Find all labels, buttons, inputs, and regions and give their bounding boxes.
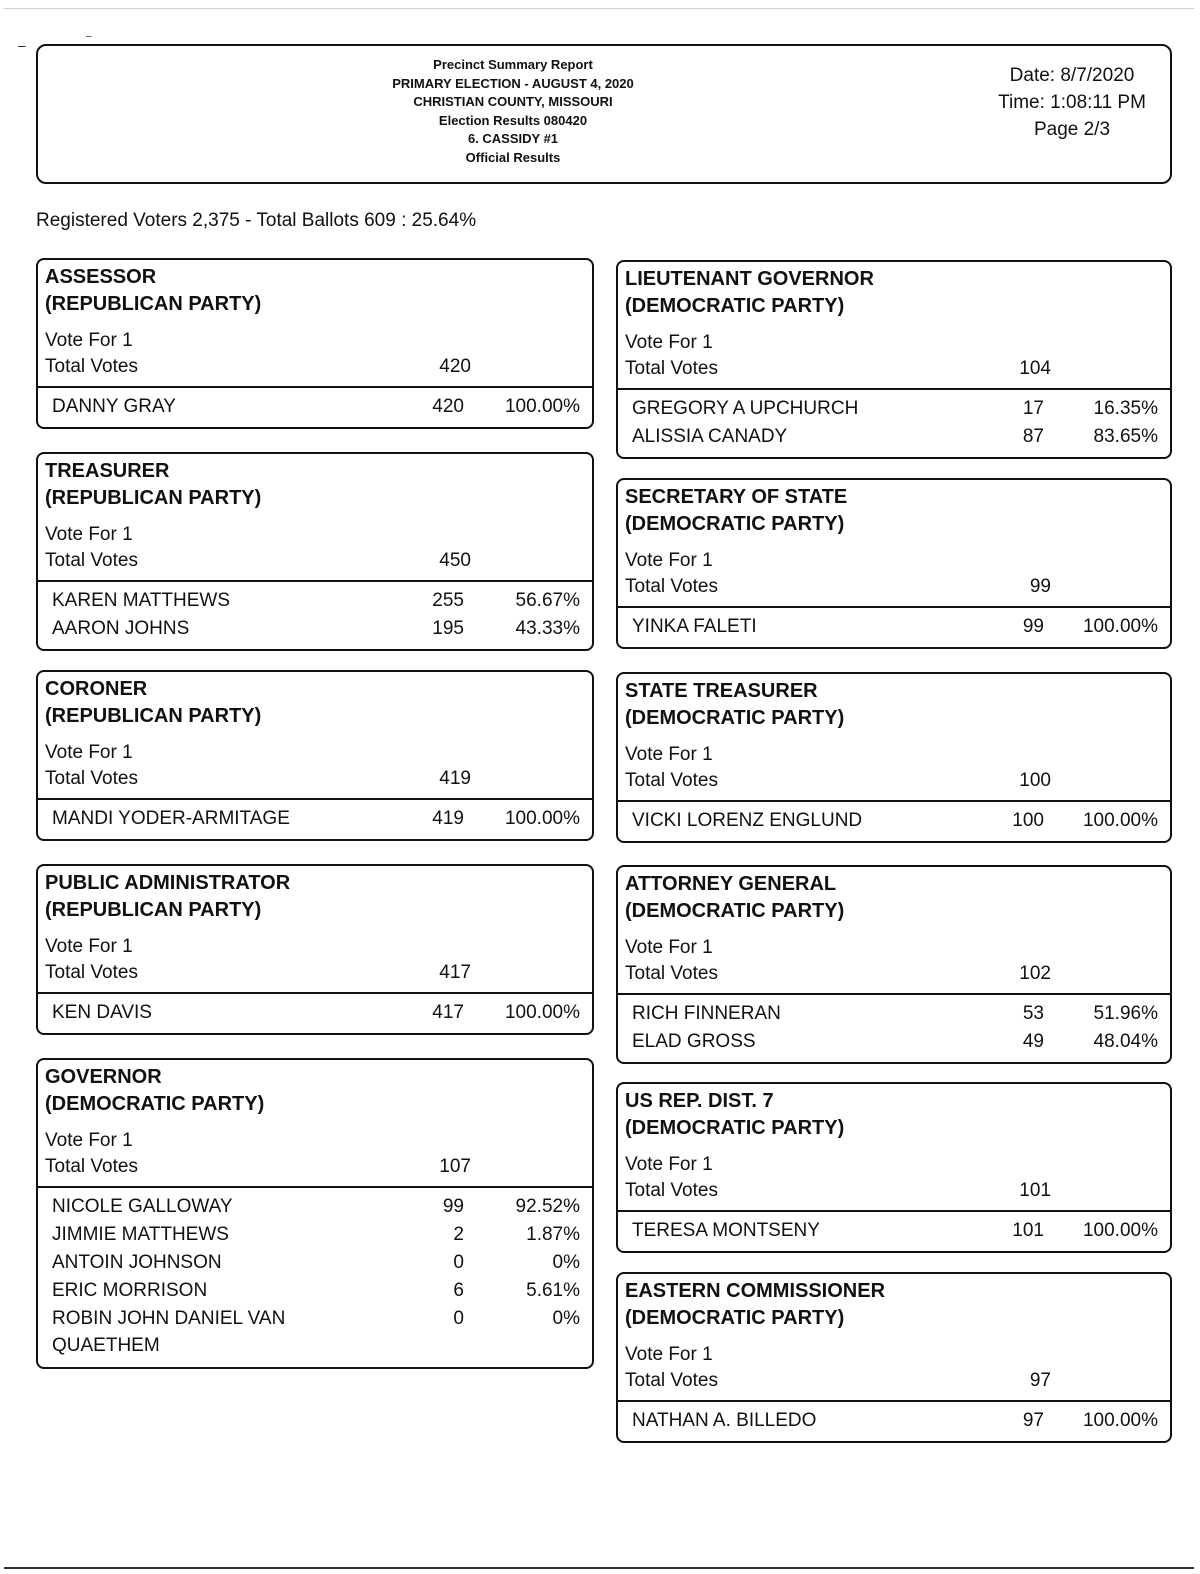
- total-votes-value: 107: [439, 1156, 471, 1177]
- total-votes-label: Total Votes: [625, 963, 718, 984]
- contest-party: (DEMOCRATIC PARTY): [625, 513, 845, 535]
- contest-party: (REPUBLICAN PARTY): [45, 293, 262, 315]
- candidate-row: [38, 1249, 592, 1277]
- vote-for-label: Vote For 1: [45, 524, 133, 545]
- contest-header: [618, 867, 1170, 987]
- results-status: Official Results: [465, 149, 561, 165]
- candidate-votes: 419: [432, 808, 464, 829]
- candidate-votes: 49: [1022, 1031, 1044, 1052]
- total-votes-value: 450: [439, 550, 471, 571]
- contest-title: LIEUTENANT GOVERNOR: [625, 268, 874, 290]
- contest-title: STATE TREASURER: [625, 680, 818, 702]
- total-votes-value: 419: [439, 768, 471, 789]
- candidate-percent: 0%: [552, 1252, 580, 1273]
- candidate-name: AARON JOHNS: [52, 618, 190, 639]
- candidate-votes: 417: [432, 1002, 464, 1023]
- contest-box: [616, 260, 1172, 459]
- candidate-percent: 56.67%: [515, 590, 580, 611]
- report-header: [36, 44, 1172, 184]
- candidate-row: [618, 1000, 1170, 1028]
- contest-party: (REPUBLICAN PARTY): [45, 705, 262, 727]
- total-votes-label: Total Votes: [625, 358, 718, 379]
- candidate-row: [38, 587, 592, 615]
- candidate-row: [618, 1407, 1170, 1435]
- total-votes-label: Total Votes: [45, 550, 138, 571]
- candidate-list: [618, 802, 1170, 841]
- candidate-name: YINKA FALETI: [632, 616, 757, 637]
- candidate-votes: 255: [432, 590, 464, 611]
- candidate-name: VICKI LORENZ ENGLUND: [632, 810, 863, 831]
- candidate-list: [38, 994, 592, 1033]
- candidate-percent: 0%: [552, 1308, 580, 1329]
- candidate-name: DANNY GRAY: [52, 396, 176, 417]
- candidate-name: ELAD GROSS: [632, 1031, 756, 1052]
- vote-for-label: Vote For 1: [45, 742, 133, 763]
- candidate-name: KEN DAVIS: [52, 1002, 152, 1023]
- vote-for-label: Vote For 1: [625, 332, 713, 353]
- candidate-percent: 1.87%: [526, 1224, 580, 1245]
- candidate-percent: 5.61%: [526, 1280, 580, 1301]
- candidate-name: RICH FINNERAN: [632, 1003, 781, 1024]
- precinct-name: 6. CASSIDY #1: [467, 131, 559, 146]
- report-title: Precinct Summary Report: [433, 57, 593, 72]
- contest-header: [38, 454, 592, 574]
- total-votes-label: Total Votes: [45, 356, 138, 377]
- total-votes-row: [45, 548, 592, 574]
- candidate-list: [618, 1212, 1170, 1251]
- total-votes-value: 97: [1029, 1370, 1051, 1391]
- candidate-percent: 48.04%: [1093, 1031, 1158, 1052]
- contest-header: [618, 674, 1170, 794]
- contest-header: [618, 1274, 1170, 1394]
- total-votes-value: 417: [439, 962, 471, 983]
- candidate-name: ERIC MORRISON: [52, 1280, 208, 1301]
- candidate-votes: 420: [432, 396, 464, 417]
- candidate-name: ALISSIA CANADY: [632, 426, 788, 447]
- candidate-row: [618, 423, 1170, 451]
- candidate-percent: 100.00%: [1082, 616, 1158, 637]
- candidate-votes: 2: [453, 1224, 464, 1245]
- candidate-row: [618, 807, 1170, 835]
- vote-for-label: Vote For 1: [45, 1130, 133, 1151]
- total-votes-row: [625, 356, 1170, 382]
- candidate-row: [38, 1221, 592, 1249]
- total-votes-row: [45, 354, 592, 380]
- total-votes-value: 99: [1029, 576, 1051, 597]
- report-date: Date: 8/7/2020: [1009, 65, 1135, 86]
- candidate-row: [38, 1193, 592, 1221]
- candidate-list: [38, 388, 592, 427]
- vote-for-label: Vote For 1: [625, 1344, 713, 1365]
- contest-party: (DEMOCRATIC PARTY): [625, 1117, 845, 1139]
- candidate-name: NICOLE GALLOWAY: [52, 1196, 233, 1217]
- contest-header: [618, 262, 1170, 382]
- contest-party: (DEMOCRATIC PARTY): [45, 1093, 265, 1115]
- candidate-votes: 0: [453, 1308, 464, 1329]
- candidate-list: [618, 995, 1170, 1062]
- report-time: Time: 1:08:11 PM: [998, 92, 1146, 113]
- candidate-list: [618, 608, 1170, 647]
- contest-title: ASSESSOR: [45, 266, 157, 288]
- candidate-row: [38, 805, 592, 833]
- contest-title: EASTERN COMMISSIONER: [625, 1280, 886, 1302]
- candidate-votes: 53: [1022, 1003, 1044, 1024]
- scan-mark: ‒: [18, 37, 26, 53]
- contest-header: [38, 672, 592, 792]
- candidate-percent: 100.00%: [504, 808, 580, 829]
- contest-box: [36, 1058, 594, 1369]
- total-votes-label: Total Votes: [625, 1370, 718, 1391]
- report-title-block: [338, 56, 688, 167]
- candidate-percent: 100.00%: [504, 396, 580, 417]
- contest-title: ATTORNEY GENERAL: [625, 873, 837, 895]
- contest-party: (DEMOCRATIC PARTY): [625, 295, 845, 317]
- candidate-name: ROBIN JOHN DANIEL VAN QUAETHEM: [52, 1308, 286, 1356]
- contest-box: [36, 452, 594, 651]
- candidate-name: TERESA MONTSENY: [632, 1220, 820, 1241]
- vote-for-label: Vote For 1: [625, 744, 713, 765]
- total-votes-row: [625, 1178, 1170, 1204]
- candidate-row: [38, 1277, 592, 1305]
- candidate-row: [38, 615, 592, 643]
- total-votes-label: Total Votes: [625, 1180, 718, 1201]
- candidate-name: KAREN MATTHEWS: [52, 590, 231, 611]
- candidate-percent: 92.52%: [515, 1196, 580, 1217]
- candidate-row: [38, 999, 592, 1027]
- vote-for-label: Vote For 1: [45, 330, 133, 351]
- contest-title: CORONER: [45, 678, 148, 700]
- total-votes-row: [625, 1368, 1170, 1394]
- results-id: Election Results 080420: [438, 112, 588, 128]
- contest-box: [616, 865, 1172, 1064]
- candidate-name: GREGORY A UPCHURCH: [632, 398, 859, 419]
- candidate-name: MANDI YODER-ARMITAGE: [52, 808, 290, 829]
- candidate-percent: 43.33%: [515, 618, 580, 639]
- candidate-percent: 16.35%: [1093, 398, 1158, 419]
- contest-box: [616, 1082, 1172, 1253]
- candidate-list: [618, 1402, 1170, 1441]
- turnout-summary: Registered Voters 2,375 - Total Ballots 609 : 25.64%: [36, 210, 477, 231]
- total-votes-row: [625, 961, 1170, 987]
- total-votes-label: Total Votes: [45, 962, 138, 983]
- candidate-row: [38, 393, 592, 421]
- contest-party: (DEMOCRATIC PARTY): [625, 707, 845, 729]
- total-votes-value: 102: [1019, 963, 1051, 984]
- candidate-votes: 100: [1012, 810, 1044, 831]
- candidate-name: NATHAN A. BILLEDO: [632, 1410, 817, 1431]
- contest-header: [38, 260, 592, 380]
- total-votes-row: [45, 766, 592, 792]
- contest-party: (DEMOCRATIC PARTY): [625, 1307, 845, 1329]
- total-votes-value: 101: [1019, 1180, 1051, 1201]
- candidate-votes: 99: [1022, 616, 1044, 637]
- candidate-row: [618, 395, 1170, 423]
- contest-title: GOVERNOR: [45, 1066, 162, 1088]
- vote-for-label: Vote For 1: [625, 550, 713, 571]
- total-votes-label: Total Votes: [625, 770, 718, 791]
- candidate-list: [38, 800, 592, 839]
- total-votes-row: [625, 574, 1170, 600]
- candidate-percent: 51.96%: [1093, 1003, 1158, 1024]
- contest-header: [38, 1060, 592, 1180]
- contest-box: [36, 864, 594, 1035]
- report-meta: [982, 62, 1162, 143]
- candidate-row: [618, 1217, 1170, 1245]
- contest-party: (DEMOCRATIC PARTY): [625, 900, 845, 922]
- contest-title: SECRETARY OF STATE: [625, 486, 848, 508]
- candidate-percent: 83.65%: [1093, 426, 1158, 447]
- contest-title: PUBLIC ADMINISTRATOR: [45, 872, 291, 894]
- candidate-votes: 195: [432, 618, 464, 639]
- total-votes-label: Total Votes: [45, 1156, 138, 1177]
- candidate-votes: 101: [1012, 1220, 1044, 1241]
- scan-mark: ‒: [86, 31, 92, 42]
- candidate-votes: 87: [1022, 426, 1044, 447]
- vote-for-label: Vote For 1: [625, 937, 713, 958]
- contest-title: TREASURER: [45, 460, 170, 482]
- contest-box: [36, 258, 594, 429]
- candidate-votes: 97: [1022, 1410, 1044, 1431]
- candidate-votes: 99: [442, 1196, 464, 1217]
- candidate-name: ANTOIN JOHNSON: [52, 1252, 222, 1273]
- contest-header: [618, 1084, 1170, 1204]
- candidate-percent: 100.00%: [1082, 1220, 1158, 1241]
- contest-title: US REP. DIST. 7: [625, 1090, 774, 1112]
- candidate-list: [38, 582, 592, 649]
- contest-header: [38, 866, 592, 986]
- candidate-row: [618, 613, 1170, 641]
- candidate-row: [38, 1305, 592, 1361]
- contest-party: (REPUBLICAN PARTY): [45, 899, 262, 921]
- vote-for-label: Vote For 1: [625, 1154, 713, 1175]
- candidate-votes: 17: [1022, 398, 1044, 419]
- county-name: CHRISTIAN COUNTY, MISSOURI: [413, 94, 613, 109]
- contest-party: (REPUBLICAN PARTY): [45, 487, 262, 509]
- contest-box: [616, 672, 1172, 843]
- total-votes-value: 104: [1019, 358, 1051, 379]
- candidate-name: JIMMIE MATTHEWS: [52, 1224, 229, 1245]
- candidate-percent: 100.00%: [1082, 810, 1158, 831]
- candidate-row: [618, 1028, 1170, 1056]
- candidate-votes: 6: [453, 1280, 464, 1301]
- election-name: PRIMARY ELECTION - AUGUST 4, 2020: [392, 75, 634, 91]
- total-votes-row: [625, 768, 1170, 794]
- total-votes-label: Total Votes: [45, 768, 138, 789]
- total-votes-value: 420: [439, 356, 471, 377]
- total-votes-label: Total Votes: [625, 576, 718, 597]
- candidate-votes: 0: [453, 1252, 464, 1273]
- total-votes-row: [45, 1154, 592, 1180]
- contest-box: [36, 670, 594, 841]
- candidate-percent: 100.00%: [1082, 1410, 1158, 1431]
- total-votes-value: 100: [1019, 770, 1051, 791]
- candidate-list: [38, 1188, 592, 1367]
- candidate-percent: 100.00%: [504, 1002, 580, 1023]
- contest-box: [616, 1272, 1172, 1443]
- page-number: Page 2/3: [1033, 119, 1111, 140]
- total-votes-row: [45, 960, 592, 986]
- contest-header: [618, 480, 1170, 600]
- candidate-list: [618, 390, 1170, 457]
- vote-for-label: Vote For 1: [45, 936, 133, 957]
- contest-box: [616, 478, 1172, 649]
